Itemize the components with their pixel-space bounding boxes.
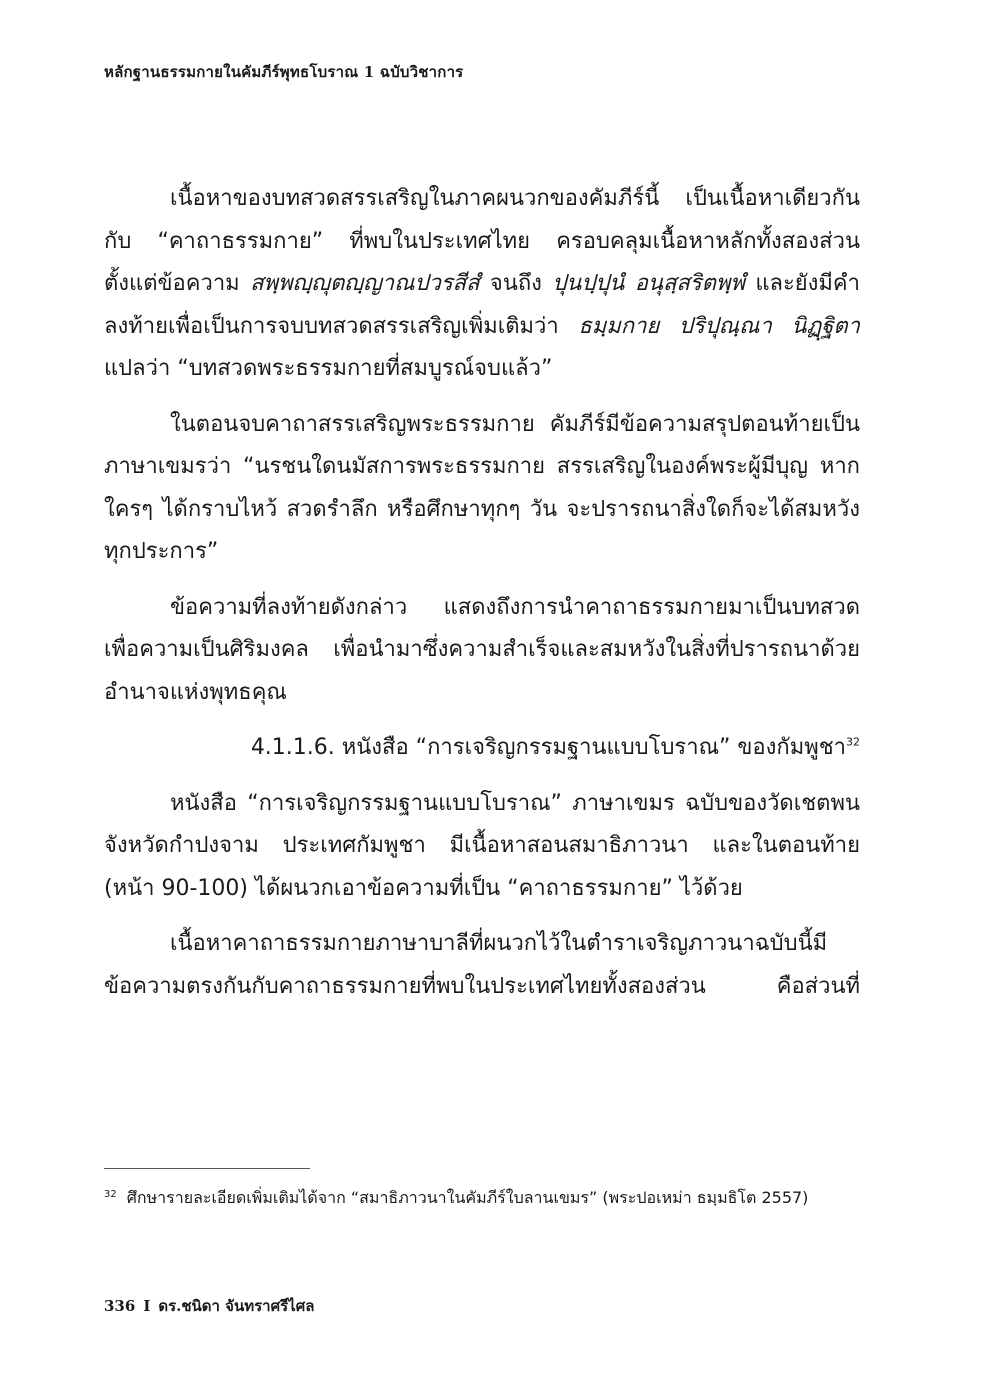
section-heading: [104, 727, 860, 770]
paragraph-khmer-conclusion: ในตอนจบคาถาสรรเสริญพระธรรมกาย คัมภีร์มีข้อความสรุปตอนท้ายเป็นภาษาเขมรว่า “นรชนใดนมัสการพระธรรมกาย สรรเสริญในองค์พระผู้มีบุญ หากใครๆ ได้กราบไหว้ สวดรำลึก หรือศึกษาทุกๆ วัน จะปรารถนาสิ่งใดก็จะได้สมหวังทุกประการ”: [104, 411, 860, 564]
footnote: [104, 1186, 864, 1210]
pali-phrase: ธมฺมกาย ปริปุณฺณา นิฏฺฐิตา: [578, 313, 860, 339]
page-footer: [104, 1294, 314, 1318]
footnote-reference: 32: [846, 735, 860, 749]
paragraph-ending-meaning: ข้อความที่ลงท้ายดังกล่าว แสดงถึงการนำคาถาธรรมกายมาเป็นบทสวดเพื่อความเป็นศิริมงคล เพื่อนำมาซึ่งความสำเร็จและสมหวังในสิ่งที่ปรารถนาด้วยอำนาจแห่งพุทธคุณ: [104, 594, 860, 705]
pali-phrase: ปุนปฺปุนํ อนุสฺสริตพฺพํ: [552, 271, 745, 296]
author-name: ดร.ชนิดา จันทราศรีไศล: [158, 1297, 315, 1315]
footnote-number: 32: [104, 1188, 117, 1200]
page-number: 336: [104, 1297, 136, 1315]
footnote-divider: [104, 1168, 310, 1169]
paragraph-text: แปลว่า “บทสวดพระธรรมกายที่สมบูรณ์จบแล้ว”: [104, 356, 553, 381]
running-head-title: หลักฐานธรรมกายในคัมภีร์พุทธโบราณ 1 ฉบับวิชาการ: [104, 63, 464, 81]
paragraph-pali-content: เนื้อหาคาถาธรรมกายภาษาบาลีที่ผนวกไว้ในตำราเจริญภาวนาฉบับนี้มีข้อความตรงกันกับคาถาธรรมกายที่พบในประเทศไทยทั้งสองส่วน คือส่วนที่: [104, 931, 860, 999]
main-text: [104, 178, 860, 1021]
section-heading-text: 4.1.1.6. หนังสือ “การเจริญกรรมฐานแบบโบราณ” ของกัมพูชา: [250, 735, 846, 760]
paragraph-appendix-content: [104, 178, 860, 391]
paragraph-text: จนถึง: [479, 271, 553, 296]
paragraph-book-description: หนังสือ “การเจริญกรรมฐานแบบโบราณ” ภาษาเขมร ฉบับของวัดเชตพน จังหวัดกำปงจาม ประเทศกัมพูชา มีเนื้อหาสอนสมาธิภาวนา และในตอนท้าย (หน้า 90-100) ได้ผนวกเอาข้อความที่เป็น “คาถาธรรมกาย” ไว้ด้วย: [104, 790, 860, 901]
footer-separator: I: [143, 1297, 151, 1315]
pali-phrase: สพฺพญฺญุตญฺญาณปวรสีสํ: [250, 271, 480, 296]
paragraph-text: และยังมีคำลงท้ายเพื่อเป็นการจบบทสวดสรรเสริญเพิ่มเติมว่า: [104, 271, 861, 339]
footnote-text: ศึกษารายละเอียดเพิ่มเติมได้จาก “สมาธิภาวนาในคัมภีร์ใบลานเขมร” (พระปอเหม่า ธมฺมธิโต 2557): [126, 1188, 809, 1207]
paragraph-text: เนื้อหาของบทสวดสรรเสริญในภาคผนวกของคัมภีร์นี้ เป็นเนื้อหาเดียวกันกับ “คาถาธรรมกาย” ที่พบในประเทศไทย ครอบคลุมเนื้อหาหลักทั้งสองส่วน ตั้งแต่ข้อความ: [104, 186, 860, 296]
